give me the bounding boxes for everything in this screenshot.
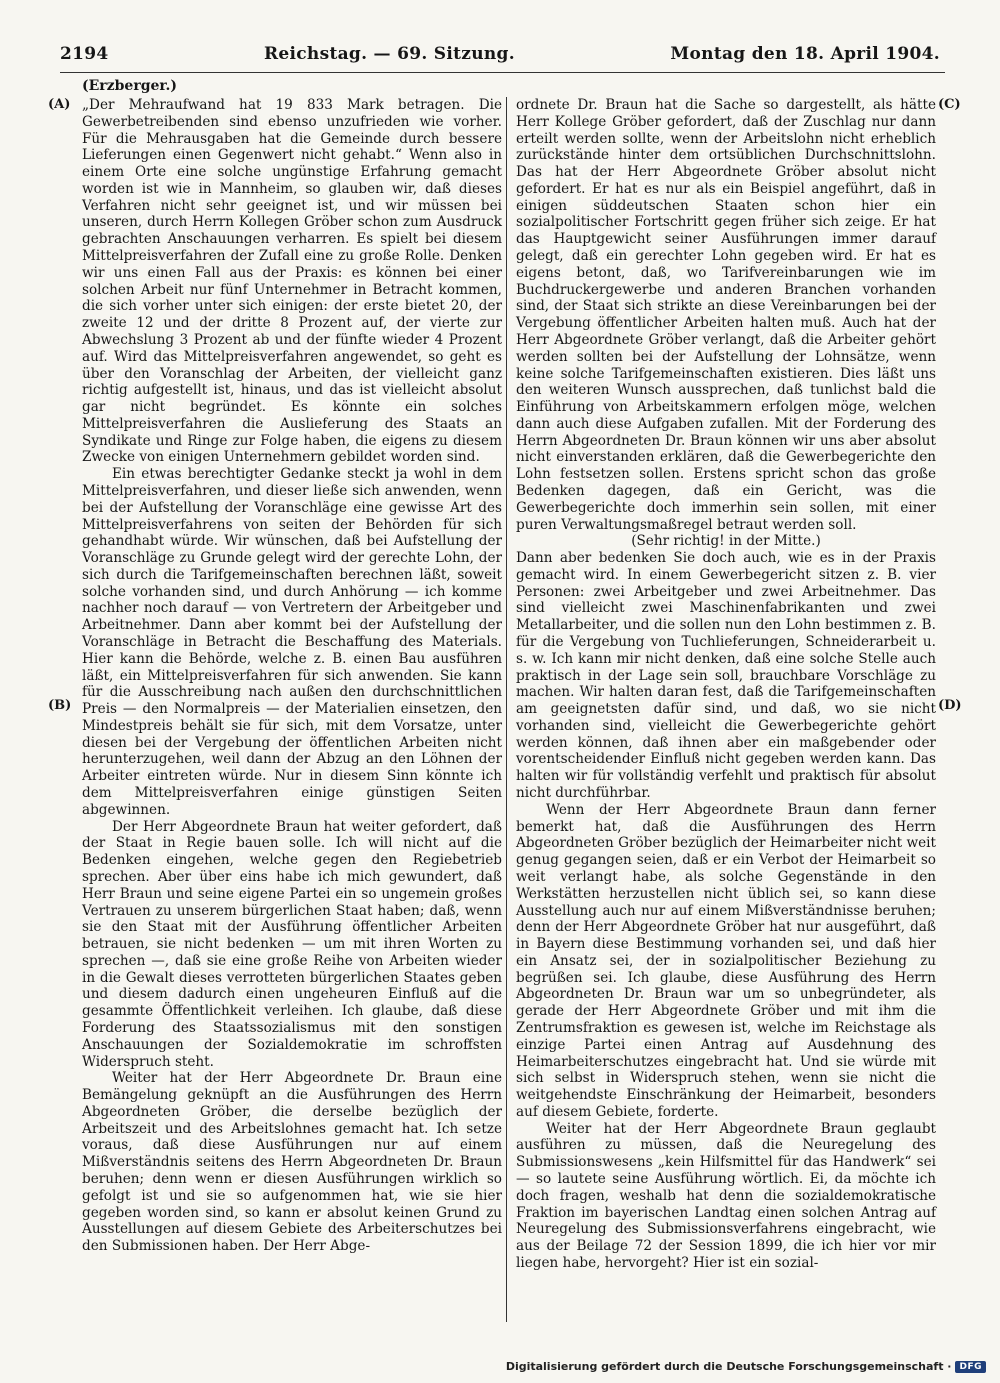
- right-column: [516, 97, 936, 1272]
- margin-marker-a: (A): [48, 97, 71, 112]
- speaker-name: (Erzberger.): [82, 78, 177, 94]
- paragraph: Weiter hat der Herr Abgeordnete Braun geglaubt ausführen zu müssen, daß die Neuregelung des Submissionswesens „kein Hilfsmittel für das Handwerk“ sei — so lautete seine Ausführung wörtlich. Ei, da möchte ich doch fragen, weshalb hat denn die sozialdemokratische Fraktion im bayerischen Landtag einen solchen Antrag auf Neuregelung des Submissionsverfahrens eingebracht, wie aus der Beilage 72 der Session 1899, die ich hier vor mir liegen habe, hervorgeht? Hier ist ein sozial-: [516, 1120, 936, 1271]
- paragraph: Weiter hat der Herr Abgeordnete Dr. Braun eine Bemängelung geknüpft an die Ausführungen des Herrn Abgeordneten Gröber, die derselbe bezüglich der Arbeitszeit und des Arbeitslohnes gemacht hat. Ich setze voraus, daß diese Ausführungen nur auf einem Mißverständnis seitens des Herrn Abgeordneten Dr. Braun beruhen; denn wenn er diesen Ausführungen wirklich so gefolgt ist und sie so aufgenommen hat, wie sie hier gegeben worden sind, so kann er absolut keinen Grund zu Ausstellungen auf diesem Gebiete des Arbeiterschutzes bei den Submissionen haben. Der Herr Abge-: [82, 1070, 502, 1255]
- page-number: 2194: [60, 44, 109, 64]
- paragraph: ordnete Dr. Braun hat die Sache so dargestellt, als hätte Herr Kollege Gröber gefordert, daß der Zuschlag nur dann erteilt werden sollte, wenn der Arbeitslohn nicht erheblich zurückstände hinter dem ortsüblichen Durchschnittslohn. Das hat der Herr Abgeordnete Gröber absolut nicht gefordert. Er hat es nur als ein Beispiel angeführt, daß in einigen süddeutschen Staaten schon hier ein sozialpolitischer Fortschritt gegen früher sich zeige. Er hat das Hauptgewicht seiner Ausführungen immer darauf gelegt, daß ein gerechter Lohn gegeben wird. Er hat es eigens betont, daß, wo Tarifvereinbarungen wie im Buchdruckergewerbe und anderen Branchen vorhanden sind, der Staat sich strikte an diese Vereinbarungen bei der Vergebung öffentlicher Arbeiten halten muß. Auch hat der Herr Abgeordnete Gröber verlangt, daß die Arbeiter gehört werden sollten bei der Aufstellung der Lohnsätze, wenn keine solche Tarifgemeinschaften existieren. Dies läßt uns den weiteren Wunsch aussprechen, daß tunlichst bald die Einführung von Arbeitskammern erfolgen möge, welchen dann auch diese Aufgaben zufallen. Mit der Forderung des Herrn Abgeordneten Dr. Braun können wir uns aber absolut nicht einverstanden erklären, daß die Gewerbegerichte den Lohn festsetzen sollen. Erstens spricht schon das große Bedenken dagegen, daß ein Gericht, was die Gewerbegerichte doch immerhin sein sollen, mit einer puren Verwaltungsmaßregel betraut werden soll.: [516, 97, 936, 533]
- dfg-logo-icon: DFG: [955, 1361, 986, 1373]
- session-title: Reichstag. — 69. Sitzung.: [263, 44, 515, 64]
- column-divider: [506, 97, 507, 1322]
- header-rule: [60, 72, 945, 73]
- session-date: Montag den 18. April 1904.: [670, 44, 940, 64]
- margin-marker-b: (B): [48, 698, 72, 713]
- margin-marker-d: (D): [938, 698, 962, 713]
- paragraph: Wenn der Herr Abgeordnete Braun dann ferner bemerkt hat, daß die Ausführungen des Herrn Abgeordneten Gröber bezüglich der Heimarbeiter nicht weit genug gegangen seien, daß er ein Verbot der Heimarbeit so weit verlangt habe, als solche Gegenstände in den Werkstätten herzustellen nicht üblich sei, so kann diese Ausstellung auch nur auf einem Mißverständnisse beruhen; denn der Herr Abgeordnete Gröber hat nur ausgeführt, daß in Bayern diese Bestimmung vorhanden sei, und daß hier ein Ansatz sei, der in sozialpolitischer Beziehung zu begrüßen sei. Ich glaube, diese Ausführung des Herrn Abgeordneten Dr. Braun war um so unbegründeter, als gerade der Herr Abgeordnete Gröber und mit ihm die Zentrumsfraktion es gewesen ist, welche im Reichstage als einzige Partei einen Antrag auf Ausdehnung des Heimarbeiterschutzes eingebracht hat. Und sie würde mit sich selbst in Widerspruch stehen, wenn sie nicht die weitgehendste Einschränkung der Heimarbeit, besonders auf diesem Gebiete, forderte.: [516, 801, 936, 1120]
- paragraph: Dann aber bedenken Sie doch auch, wie es in der Praxis gemacht wird. In einem Gewerbegericht sitzen z. B. vier Personen: zwei Arbeitgeber und zwei Arbeitnehmer. Das sind vielleicht zwei Maschinenfabrikanten und zwei Metallarbeiter, und die sollen nun den Lohn bestimmen z. B. für die Vergebung von Tuchlieferungen, Schneiderarbeit u. s. w. Ich kann mir nicht denken, daß eine solche Stelle auch praktisch in der Lage sein soll, brauchbare Vorschläge zu machen. Wir halten daran fest, daß die Tarifgemeinschaften am geeignetsten dafür sind, und daß, wo sie nicht vorhanden sind, vielleicht die Gewerbegerichte gehört werden können, daß ihnen aber ein maßgebender oder vorentscheidender Einfluß nicht gegeben werden kann. Das halten wir für vollständig verfehlt und praktisch für absolut nicht durchführbar.: [516, 550, 936, 802]
- digitization-footer: [506, 1360, 986, 1373]
- interjection: (Sehr richtig! in der Mitte.): [631, 533, 821, 550]
- paragraph: Ein etwas berechtigter Gedanke steckt ja wohl in dem Mittelpreisverfahren, und dieser ließe sich anwenden, wenn bei der Aufstellung der Voranschläge eine gewisse Art des Mittelpreisverfahrens von seiten der Behörden für sich gehandhabt würde. Wir wünschen, daß bei Aufstellung der Voranschläge zu Grunde gelegt wird der gerechte Lohn, der sich durch die Tarifgemeinschaften berechnen läßt, soweit solche vorhanden sind, und durch Anhörung — ich komme nachher noch darauf — von Vertretern der Arbeitgeber und Arbeitnehmer. Dann aber kommt bei der Aufstellung der Voranschläge in Betracht die Beschaffung des Materials. Hier kann die Behörde, welche z. B. einen Bau ausführen läßt, ein Mittelpreisverfahren für sich anwenden. Sie kann für die Ausschreibung nach außen den durchschnittlichen Preis — den Normalpreis — der Materialien einsetzen, den Mindestpreis behält sie für sich, mit dem Vorsatze, unter diesen bei der Vergebung der öffentlichen Arbeiten nicht herunterzugehen, weil dann der Abzug an den Löhnen der Arbeiter eintreten würde. Nur in diesem Sinn könnte ich dem Mittelpreisverfahren einige günstigen Seiten abgewinnen.: [82, 466, 502, 818]
- paragraph: Der Herr Abgeordnete Braun hat weiter gefordert, daß der Staat in Regie bauen solle. Ich will nicht auf die Bedenken eingehen, welche gegen den Regiebetrieb sprechen. Aber über eins habe ich mich gewundert, daß Herr Braun und seine eigene Partei ein so ungemein großes Vertrauen zu unserem bürgerlichen Staat haben; daß, wenn sie den Staat mit der Ausführung öffentlicher Arbeiten betrauen, sie nicht bedenken — um mit ihren Worten zu sprechen —, daß sie eine große Reihe von Arbeiten wieder in die Gewalt dieses verrotteten bürgerlichen Staates geben und diesem dadurch einen ungeheuren Einfluß auf die gesammte Öffentlichkeit verleihen. Ich glaube, daß diese Forderung des Staatssozialismus mit den sonstigen Anschauungen der Sozialdemokratie im schroffsten Widerspruch steht.: [82, 818, 502, 1070]
- paragraph: „Der Mehraufwand hat 19 833 Mark betragen. Die Gewerbetreibenden sind ebenso unzufrieden wie vorher. Für die Mehrausgaben hat die Gemeinde durch bessere Lieferungen einen Gegenwert nicht gehabt.“ Wenn also in einem Orte eine solche ungünstige Erfahrung gemacht worden ist wie in Mannheim, so glauben wir, daß dieses Verfahren nicht sehr geeignet ist, und wir müssen bei unseren, durch Herrn Kollegen Gröber schon zum Ausdruck gebrachten Anschauungen verharren. Es spielt bei diesem Mittelpreisverfahren der Zufall eine zu große Rolle. Denken wir uns einen Fall aus der Praxis: es können bei einer solchen Arbeit nur fünf Unternehmer in Betracht kommen, die sich vorher unter sich einigen: der erste bietet 20, der zweite 12 und der dritte 8 Prozent auf, der vierte zur Abwechslung 3 Prozent ab und der fünfte wieder 4 Prozent auf. Wird das Mittelpreisverfahren angewendet, so geht es über den Voranschlag der Arbeiten, der vielleicht ganz richtig aufgestellt ist, hinaus, und das ist vielleicht absolut gar nicht begründet. Es könnte ein solches Mittelpreisverfahren die Auslieferung des Staats an Syndikate und Ringe zur Folge haben, die eigens zu diesem Zwecke von einigen Unternehmern gebildet worden sind.: [82, 97, 502, 466]
- margin-marker-c: (C): [938, 97, 961, 112]
- footer-text: Digitalisierung gefördert durch die Deutsche Forschungsgemeinschaft ·: [505, 1360, 952, 1373]
- page-header: [60, 44, 940, 70]
- left-column: [82, 97, 502, 1255]
